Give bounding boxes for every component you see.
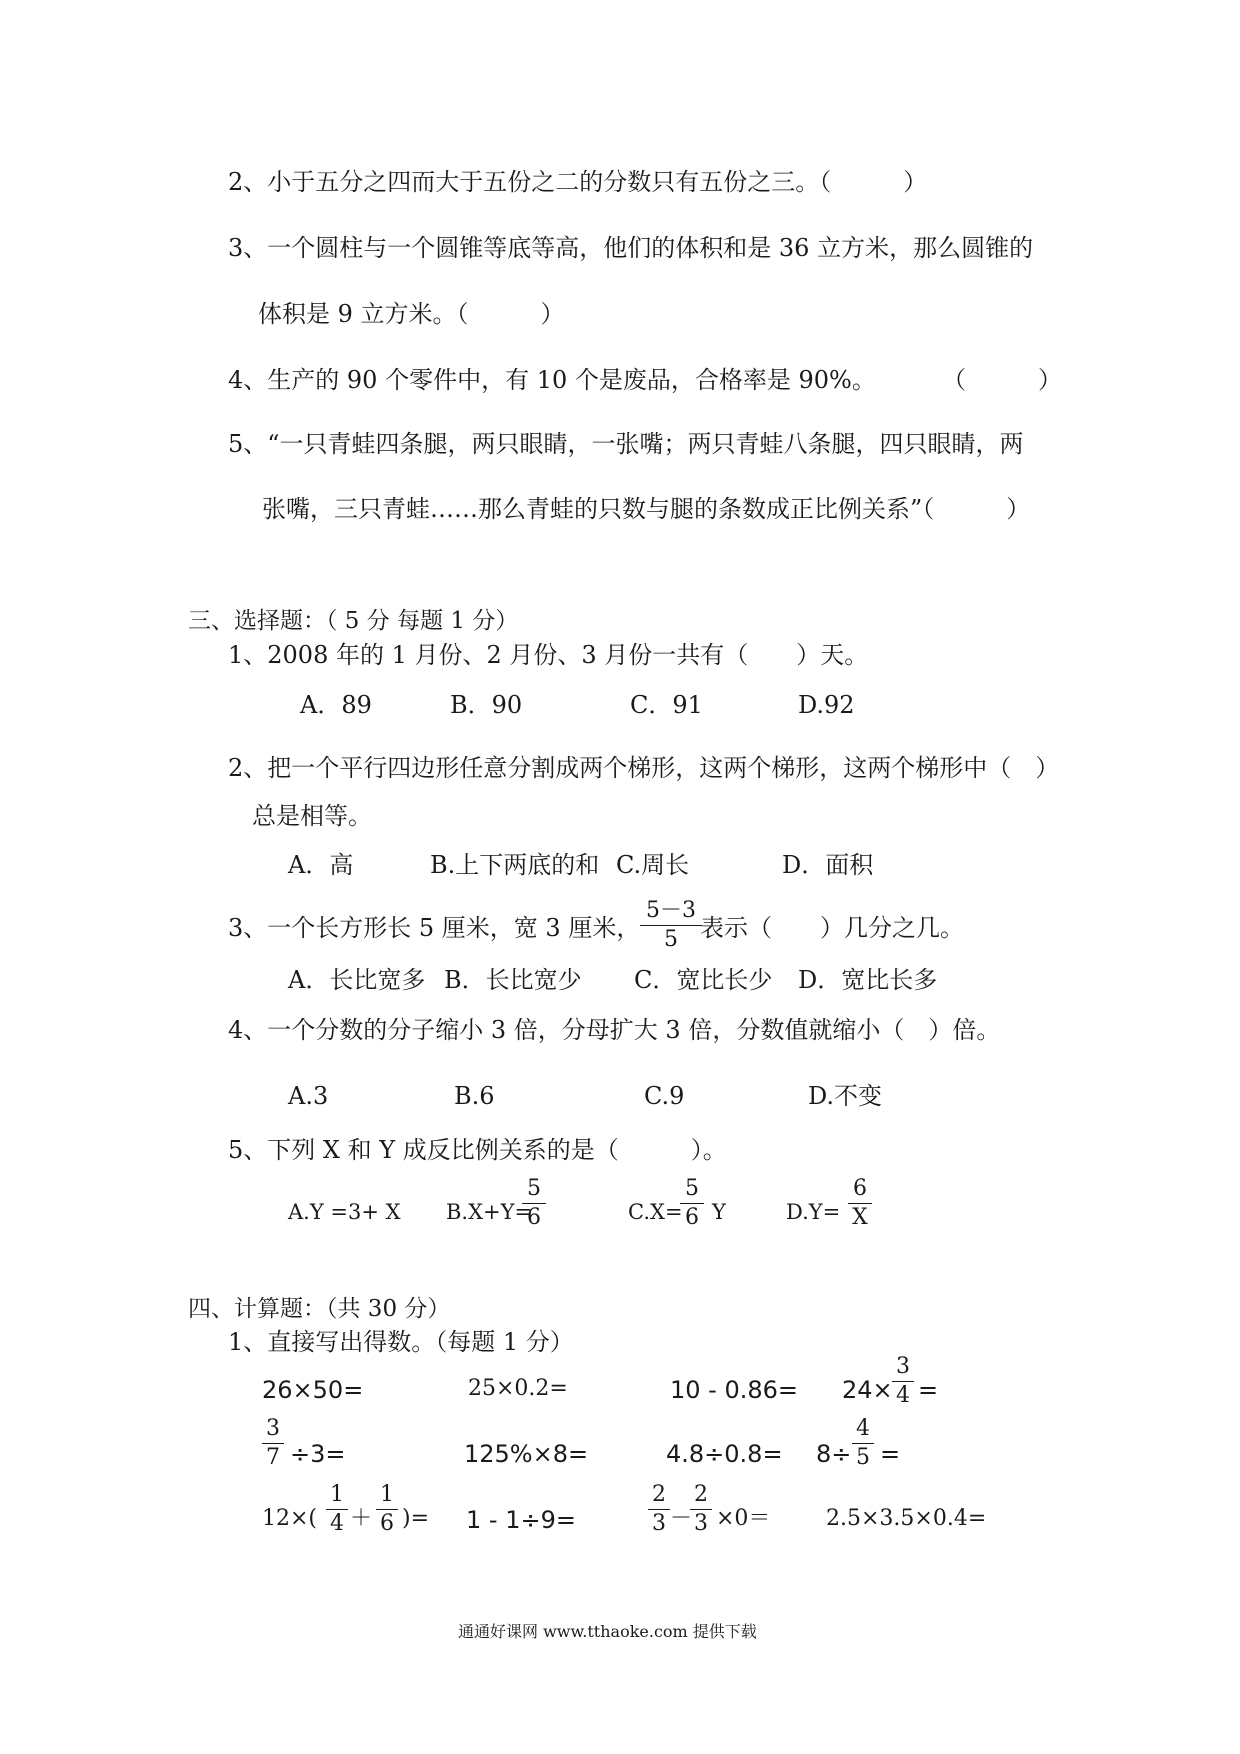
choice-q1-option-b: B．90 (450, 691, 523, 719)
calc-r1-item4-pre: 24× (842, 1376, 893, 1404)
choice-q3-option-b: B．长比宽少 (444, 966, 582, 994)
choice-q3-option-c: C．宽比长少 (634, 966, 773, 994)
choice-q4-option-b: B.6 (454, 1082, 495, 1110)
fraction-denominator: 4 (330, 1511, 344, 1536)
fraction-numerator: 1 (326, 1484, 348, 1510)
calc-r2-item4-fraction (852, 1418, 874, 1469)
fraction-numerator: 5 (680, 1178, 704, 1204)
calc-r1-item4-fraction (892, 1356, 914, 1407)
choice-q3-option-a: A．长比宽多 (288, 966, 426, 994)
fraction-numerator: 1 (376, 1484, 398, 1510)
fraction-denominator: 6 (685, 1205, 699, 1230)
calc-r3-item3-minus: － (670, 1506, 693, 1531)
calc-r2-item1-post: ÷3= (290, 1440, 346, 1468)
choice-q5-option-d: D.Y= (786, 1200, 841, 1224)
fraction-numerator: 2 (690, 1484, 712, 1510)
fraction-numerator: 3 (892, 1356, 914, 1382)
choice-q4-option-c: C.9 (644, 1082, 685, 1110)
choice-q2-option-a: A．高 (288, 851, 354, 879)
calc-r2-item4-post: = (880, 1440, 901, 1468)
calc-r3-item1-fraction-a (326, 1484, 348, 1535)
fraction-denominator: 7 (266, 1445, 280, 1470)
calc-r1-item1: 26×50= (262, 1376, 364, 1404)
choice-q3-post: 表示（ ）几分之几。 (700, 914, 964, 942)
choice-q1-option-a: A．89 (300, 691, 372, 719)
judge-q2: 2、小于五分之四而大于五份之二的分数只有五份之三。（ ） (228, 168, 928, 196)
fraction-denominator: 3 (652, 1511, 666, 1536)
calc-r2-item2: 125%×8= (464, 1440, 589, 1468)
fraction-denominator: 3 (694, 1511, 708, 1536)
judge-q5-line1: 5、“一只青蛙四条腿，两只眼睛，一张嘴；两只青蛙八条腿，四只眼睛，两 (228, 430, 1024, 458)
fraction-numerator: 5 (522, 1178, 546, 1204)
choice-q5-option-a: A.Y =3+ X (288, 1200, 401, 1224)
calc-r3-item1-post: )= (402, 1506, 430, 1531)
calc-r2-item3: 4.8÷0.8= (666, 1440, 783, 1468)
fraction-denominator: X (852, 1205, 868, 1230)
calc-r1-item3: 10 - 0.86= (670, 1376, 799, 1404)
calc-r1-item4-post: = (918, 1376, 939, 1404)
calc-r2-item1-fraction (262, 1418, 284, 1469)
judge-q4-text: 4、生产的 90 个零件中，有 10 个是废品，合格率是 90%。 (228, 366, 876, 394)
choice-q1-option-d: D.92 (798, 691, 855, 719)
fraction-numerator: 3 (262, 1418, 284, 1444)
choice-q5-c-post: Y (712, 1200, 726, 1224)
choice-q4-option-d: D.不变 (808, 1082, 883, 1110)
calc-r3-item3-post: ×0＝ (716, 1506, 771, 1531)
choice-q5-d-fraction (848, 1178, 872, 1229)
judge-q4-paren: （ ） (942, 366, 1062, 394)
calc-r3-item1-fraction-b (376, 1484, 398, 1535)
choice-header: 三、选择题：（ 5 分 每题 1 分） (188, 608, 519, 634)
fraction-numerator: 5－3 (640, 900, 702, 926)
choice-q4-option-a: A.3 (288, 1082, 329, 1110)
calc-r3-item4: 2.5×3.5×0.4= (826, 1506, 987, 1531)
choice-q2-line2: 总是相等。 (252, 802, 372, 830)
fraction-numerator: 2 (648, 1484, 670, 1510)
fraction-denominator: 5 (856, 1445, 870, 1470)
choice-q1: 1、2008 年的 1 月份、2 月份、3 月份一共有（ ）天。 (228, 641, 869, 669)
choice-q3-option-d: D．宽比长多 (798, 966, 938, 994)
calc-header: 四、计算题：（共 30 分） (188, 1296, 451, 1322)
calc-r1-item2: 25×0.2= (468, 1376, 568, 1401)
fraction-denominator: 5 (664, 927, 678, 952)
fraction-numerator: 4 (852, 1418, 874, 1444)
calc-sub1: 1、直接写出得数。（每题 1 分） (228, 1328, 574, 1356)
judge-q5-line2: 张嘴，三只青蛙……那么青蛙的只数与腿的条数成正比例关系”（ ） (262, 495, 1031, 523)
judge-q3-line1: 3、一个圆柱与一个圆锥等底等高，他们的体积和是 36 立方米，那么圆锥的 (228, 234, 1034, 262)
choice-q1-option-c: C．91 (630, 691, 703, 719)
fraction-denominator: 6 (527, 1205, 541, 1230)
fraction-denominator: 6 (380, 1511, 394, 1536)
choice-q3-pre: 3、一个长方形长 5 厘米，宽 3 厘米， (228, 914, 641, 942)
calc-r2-item4-pre: 8÷ (816, 1440, 852, 1468)
choice-q5: 5、下列 X 和 Y 成反比例关系的是（ ）。 (228, 1136, 727, 1164)
calc-r3-item3-fraction-b (690, 1484, 712, 1535)
footer-credit: 通通好课网 www.tthaoke.com 提供下载 (458, 1622, 757, 1641)
calc-r3-item2: 1 - 1÷9= (466, 1506, 576, 1534)
choice-q5-b-fraction (522, 1178, 546, 1229)
choice-q2-option-b: B.上下两底的和 (430, 851, 600, 879)
choice-q2-line1: 2、把一个平行四边形任意分割成两个梯形，这两个梯形，这两个梯形中（ ） (228, 754, 1060, 782)
choice-q2-option-d: D．面积 (782, 851, 874, 879)
judge-q3-line2: 体积是 9 立方米。（ ） (258, 300, 565, 328)
calc-r3-item1-plus: ＋ (350, 1506, 373, 1531)
choice-q4: 4、一个分数的分子缩小 3 倍，分母扩大 3 倍，分数值就缩小（ ）倍。 (228, 1016, 1001, 1044)
fraction-numerator: 6 (848, 1178, 872, 1204)
calc-r3-item1-pre: 12×( (262, 1506, 318, 1531)
choice-q5-option-b: B.X+Y= (446, 1200, 533, 1224)
choice-q3-fraction (640, 900, 702, 951)
calc-r3-item3-fraction-a (648, 1484, 670, 1535)
fraction-denominator: 4 (896, 1383, 910, 1408)
choice-q5-c-fraction (680, 1178, 704, 1229)
choice-q5-option-c: C.X= (628, 1200, 683, 1224)
choice-q2-option-c: C.周长 (616, 851, 690, 879)
